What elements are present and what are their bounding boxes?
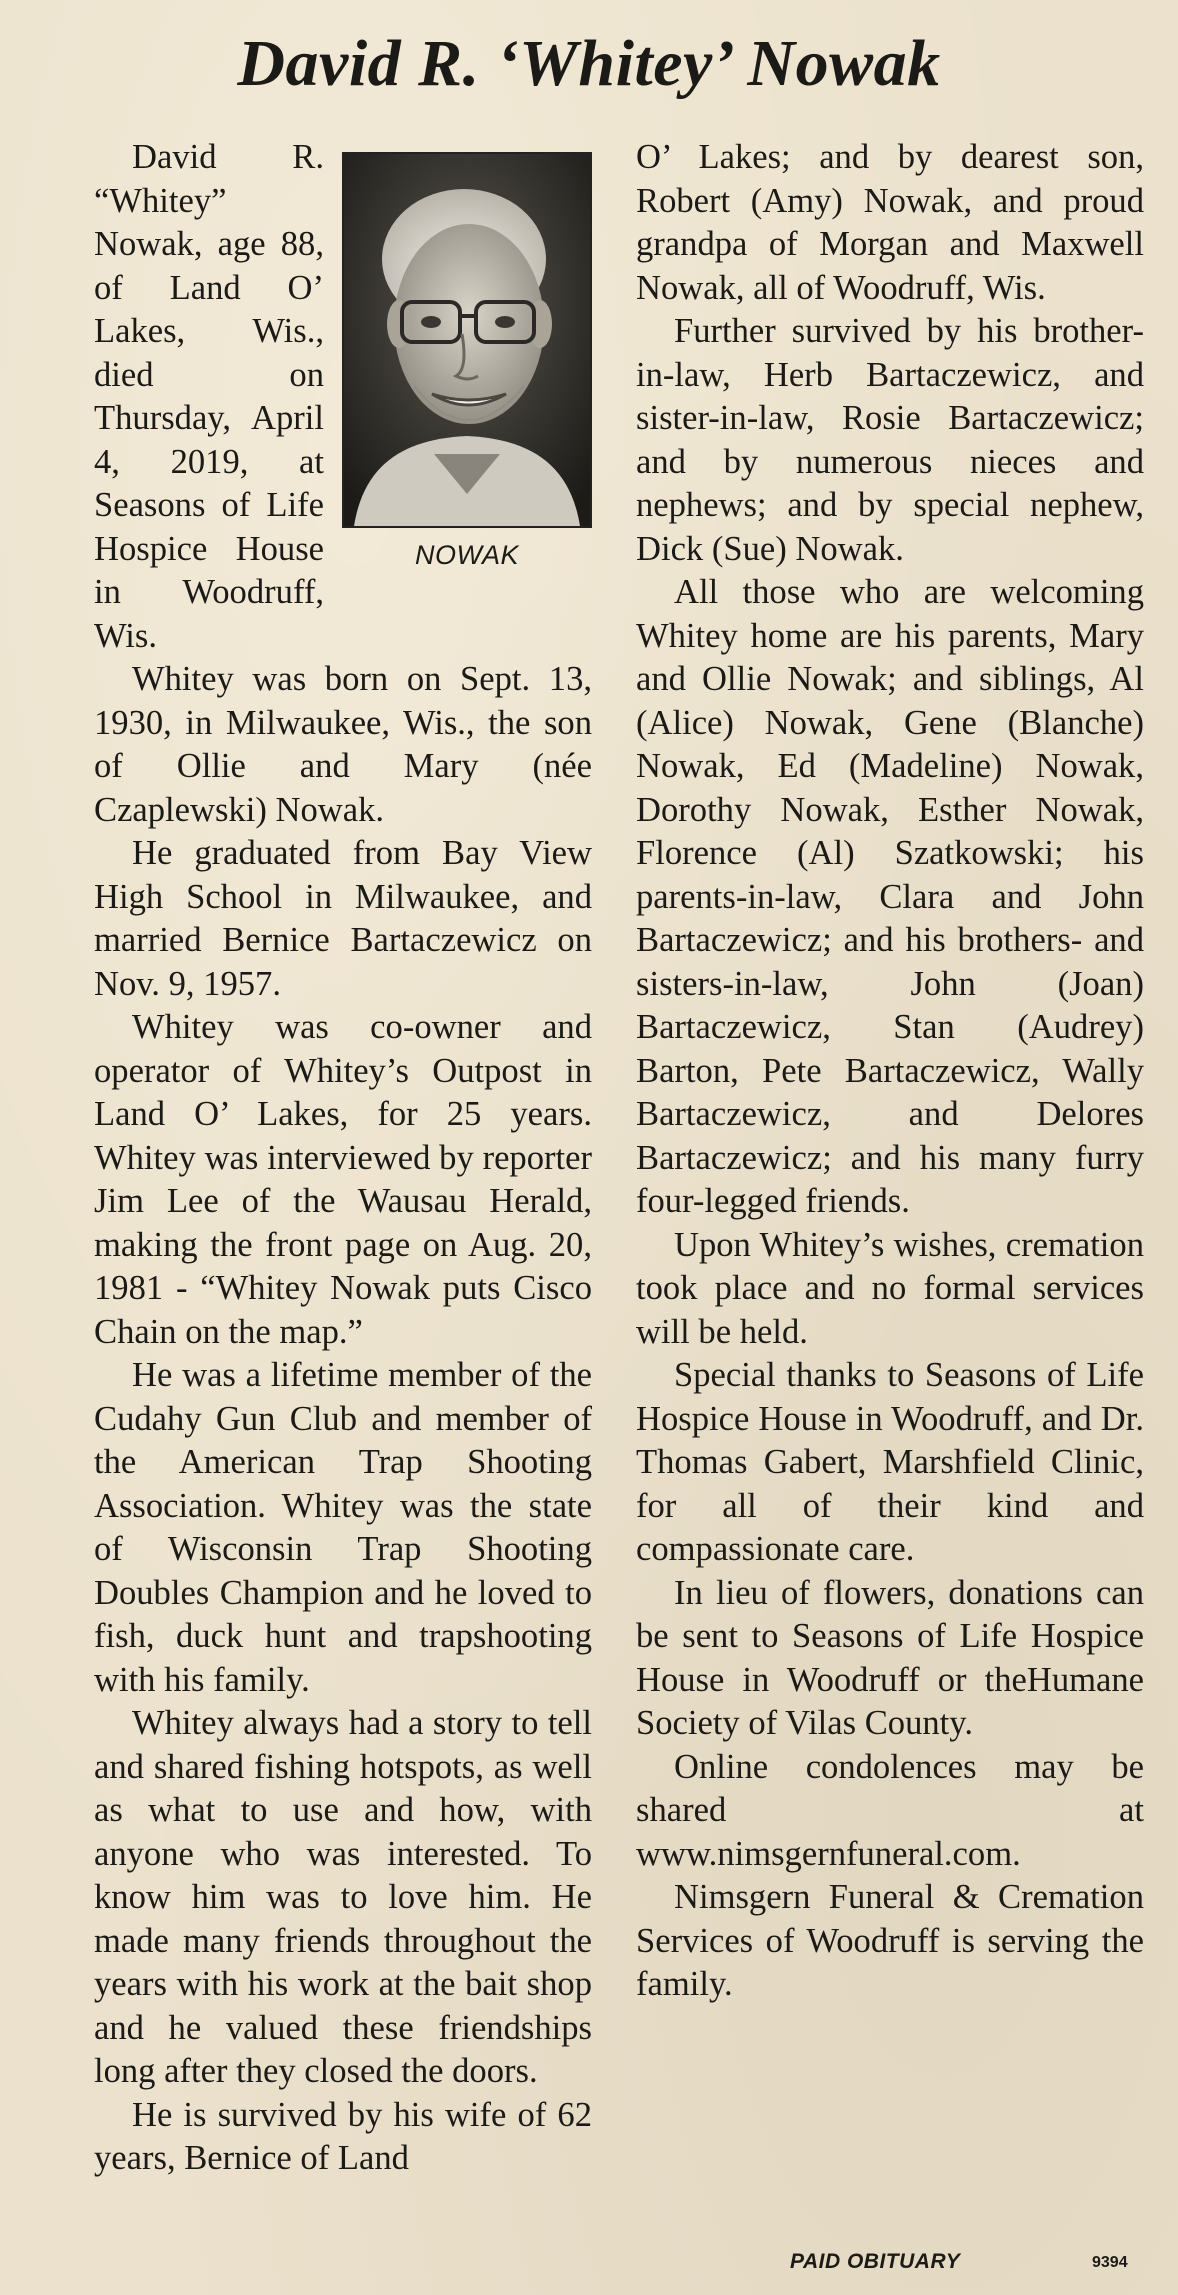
paragraph: Further survived by his brother-in-law, Herb Bartaczewicz, and sister-in-law, Rosie Bartaczewicz; and by numerous nieces and nephews; and by special nephew, Dick (Sue) Nowak. [636,312,1144,568]
left-column [94,136,592,2181]
paragraph: In lieu of flowers, donations can be sent to Seasons of Life Hospice House in Woodruff or theHumane Society of Vilas County. [636,1573,1144,1742]
paragraph: He is survived by his wife of 62 years, Bernice of Land [94,2095,592,2177]
paid-obituary-label: PAID OBITUARY [790,2250,961,2273]
portrait-image [344,154,590,526]
paragraph: Online condolences may be shared at www.nimsgernfuneral.com. [636,1747,1144,1873]
paragraph: Nimsgern Funeral & Cremation Services of Woodruff is serving the family. [636,1878,1144,2003]
paragraph: Whitey always had a story to tell and shared fishing hotspots, as well as what to use and how, with anyone who was interested. To know him was to love him. He made many friends throughout the years with his work at the bait shop and he valued these friendships long after they closed the doors. [94,1704,592,2090]
portrait-figure [342,152,592,572]
paragraph: All those who are welcoming Whitey home are his parents, Mary and Ollie Nowak; and siblings, Al (Alice) Nowak, Gene (Blanche) Nowak, Ed (Madeline) Nowak, Dorothy Nowak, Esther Nowak, Florence (Al) Szatkowski; his parents-in-law, Clara and John Bartaczewicz; and his brothers- and sisters-in-law, John (Joan) Bartaczewicz, Stan (Audrey) Barton, Pete Bartaczewicz, Wally Bartaczewicz, and Delores Bartaczewicz; and his many furry four-legged friends. [636,573,1144,1220]
portrait-photo [342,152,592,528]
paragraph-continuation: O’ Lakes; and by dearest son, Robert (Amy) Nowak, and proud grandpa of Morgan and Maxwell Nowak, all of Woodruff, Wis. [636,138,1144,307]
paragraph: He graduated from Bay View High School in Milwaukee, and married Bernice Bartaczewicz on Nov. 9, 1957. [94,834,592,1003]
paragraph: Special thanks to Seasons of Life Hospice House in Woodruff, and Dr. Thomas Gabert, Marshfield Clinic, for all of their kind and compassionate care. [636,1356,1144,1568]
paragraph: Upon Whitey’s wishes, cremation took place and no formal services will be held. [636,1225,1144,1351]
paragraph: Whitey was co-owner and operator of Whitey’s Outpost in Land O’ Lakes, for 25 years. Whitey was interviewed by reporter Jim Lee of the Wausau Herald, making the front page on Aug. 20, 1981 - “Whitey Nowak puts Cisco Chain on the map.” [94,1008,592,1351]
photo-caption: NOWAK [414,540,519,570]
right-column [636,136,1144,2007]
paragraph: He was a lifetime member of the Cudahy Gun Club and member of the American Trap Shooting Association. Whitey was the state of Wisconsin Trap Shooting Doubles Champion and he loved to fish, duck hunt and trapshooting with his family. [94,1356,592,1699]
obituary-headline: David R. ‘Whitey’ Nowak [237,27,941,100]
paragraph: Whitey was born on Sept. 13, 1930, in Milwaukee, Wis., the son of Ollie and Mary (née Czaplewski) Nowak. [94,660,592,829]
ad-code: 9394 [1092,2254,1128,2271]
paragraph: David R. “Whitey” Nowak, age 88, of Land O’ Lakes, Wis., died on Thursday, April 4, 2019, at Seasons of Life Hospice House in Woodruff, Wis. [94,138,324,655]
